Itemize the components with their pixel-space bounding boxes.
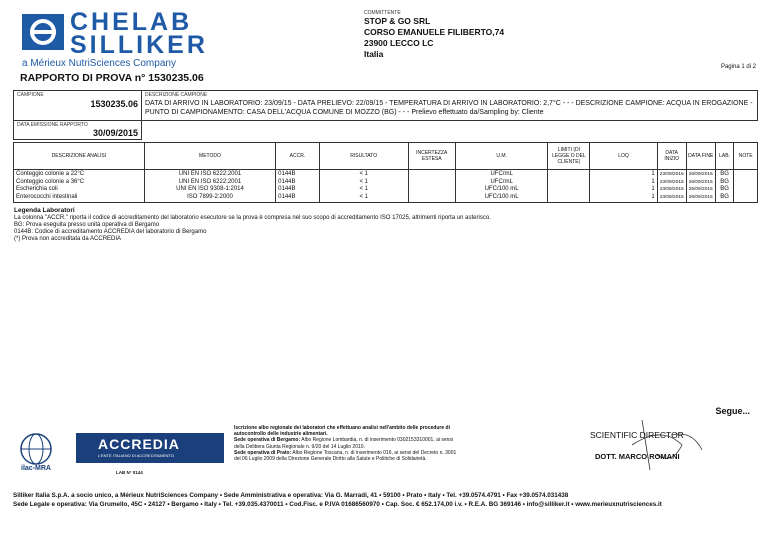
logo-line-chelab: CHELAB [70, 8, 193, 36]
albo-bergamo-label: Sede operativa di Bergamo: [234, 437, 301, 444]
table-row [14, 170, 758, 203]
header-loq: LOQ [590, 143, 657, 170]
report-title: RAPPORTO DI PROVA n° 1530235.06 [20, 72, 204, 84]
cell-lab: BG BG BG BG [715, 170, 734, 203]
albo-prato-label: Sede operativa di Prato: [234, 449, 292, 456]
albo-bergamo-text: Albo Regione Lombardia, n. di inserimento 0302153310001, ai sensi della Delibera Giunta Regionale n. 9/20 del 14 Luglio 2010. [234, 437, 454, 450]
header-start: DATA INIZIO [657, 143, 686, 170]
results-table [13, 142, 758, 203]
accredia-subtitle: L'ENTE ITALIANO DI ACCREDITAMENTO [98, 453, 174, 458]
client-label: COMMITTENTE [364, 10, 401, 16]
header-limits: LIMITI (DI LEGGE O DEL CLIENTE) [548, 143, 590, 170]
header-uncert: INCERTEZZA ESTESA [408, 143, 455, 170]
sample-label: CAMPIONE [17, 92, 44, 98]
legend [14, 207, 491, 243]
cell-end: 26/09/2015 26/09/2015 25/09/2015 26/09/2015 [686, 170, 715, 203]
legend-title: Legenda Laboratori [14, 207, 75, 214]
albo-prato-text: Albo Regione Toscana, n. di inserimento 016, ai sensi del Decreto n. 3001 del 06 Luglio 2009 della Direzione Generale Diritto alla Salute e Politiche di Solidarietà. [234, 449, 457, 463]
footer-line-2: Sede Legale e operativa: Via Grumello, 45C • 24127 • Bergamo • Italy • Tel. +39.035.4370011 • Cod.Fisc. e P.IVA 01686560970 • Cap. Soc. € 652.174,00 i.v. • R.E.A. BG 369146 • info@silliker.it • www.merieuxnutrisciences.it [13, 501, 662, 508]
page-number: Pagina 1 di 2 [720, 64, 756, 70]
cell-method: UNI EN ISO 6222:2001 UNI EN ISO 6222:2001 UNI EN ISO 9308-1:2014 ISO 7899-2:2000 [144, 170, 275, 203]
client-name: STOP & GO SRL [364, 16, 431, 26]
signature-role: SCIENTIFIC DIRECTOR [590, 430, 684, 440]
cell-loq: 1 1 1 1 [590, 170, 657, 203]
legend-line-2: BG: Prova eseguita presso unità operativa di Bergamo [14, 222, 160, 228]
emission-date: 30/09/2015 [92, 128, 138, 138]
cell-start: 23/09/2015 23/09/2015 23/09/2015 23/09/2015 [657, 170, 686, 203]
cell-note [734, 170, 758, 203]
albo-intro: Iscrizione albo regionale dei laboratori che effettuano analisi nell'ambito delle procedure di autocontrollo delle industrie alimentari. [234, 425, 450, 438]
client-country: Italia [364, 49, 384, 59]
cell-uncert [408, 170, 455, 203]
cell-result: < 1 < 1 < 1 < 1 [319, 170, 408, 203]
lab-number: LAB N° 0144 [116, 470, 143, 475]
chelab-logo-icon [20, 12, 66, 52]
header-end: DATA FINE [686, 143, 715, 170]
header-note: NOTE [734, 143, 758, 170]
sample-description: DATA DI ARRIVO IN LABORATORIO: 23/09/15 - DATA PRELIEVO: 22/09/15 - TEMPERATURA DI ARRIVO IN LABORATORIO: 2,7°C - - - DESCRIZIONE CAMPIONE: ACQUA IN EROGAZIONE - PUNTO DI CAMPIONAMENTO: CASA DELL'ACQUA COMUNE DI MOZZO (BG) - - - Prelievo effettuato da/Sampling by: Cliente [145, 100, 753, 116]
header-method: METODO [144, 143, 275, 170]
emission-date-box [13, 121, 142, 140]
legend-line-4: (*) Prova non accreditata da ACCREDIA [14, 236, 122, 242]
sample-code: 1530235.06 [90, 99, 138, 109]
ilac-mra-logo-icon [13, 432, 59, 472]
logo-tagline: a Mérieux NutriSciences Company [22, 58, 176, 69]
header-accr: ACCR. [276, 143, 320, 170]
emission-label: DATA EMISSIONE RAPPORTO [17, 122, 88, 128]
company-logo [20, 8, 208, 69]
legend-line-1: La colonna "ACCR." riporta il codice di accreditamento del laboratorio esecutore se la prova è compresa nel suo scopo di accreditamento ISO 17025, altrimenti riporta un asterisco. [14, 215, 491, 221]
ilac-text: ilac-MRA [21, 465, 51, 472]
header-lab: LAB. [715, 143, 734, 170]
cell-desc: Conteggio colonie a 22°C Conteggio colonie a 36°C Escherichia coli Enterococchi intestinali [14, 170, 145, 203]
signature-icon [612, 415, 712, 475]
client-city: 23900 LECCO LC [364, 38, 434, 48]
sample-info-box [13, 90, 758, 121]
footer-line-1: Silliker Italia S.p.A. a socio unico, a Mérieux NutriSciences Company • Sede Amministrativa e operativa: Via G. Marradi, 41 • 59100 • Prato • Italy • Tel. +39.0574.4791 • Fax +39.0574.031438 [13, 492, 569, 499]
cell-accr: 0144B 0144B 0144B 0144B [276, 170, 320, 203]
client-block [364, 10, 504, 60]
table-header-row [14, 143, 758, 170]
segue-label: Segue... [715, 406, 750, 416]
header-result: RISULTATO [319, 143, 408, 170]
sample-code-cell [14, 91, 142, 120]
legend-line-3: 0144B: Codice di accreditamento ACCREDIA del laboratorio di Bergamo [14, 229, 207, 235]
logo-line-silliker: SILLIKER [70, 31, 208, 59]
signature-name: DOTT. MARCO ROMANI [595, 452, 680, 461]
header-desc: DESCRIZIONE ANALISI [14, 143, 145, 170]
header-um: U.M. [455, 143, 548, 170]
sample-desc-label: DESCRIZIONE CAMPIONE [145, 92, 208, 98]
client-address: CORSO EMANUELE FILIBERTO,74 [364, 27, 505, 37]
albo-registration [234, 425, 462, 462]
cell-limits [548, 170, 590, 203]
cell-um: UFC/mL UFC/mL UFC/100 mL UFC/100 mL [455, 170, 548, 203]
accredia-name: ACCREDIA [98, 436, 180, 452]
